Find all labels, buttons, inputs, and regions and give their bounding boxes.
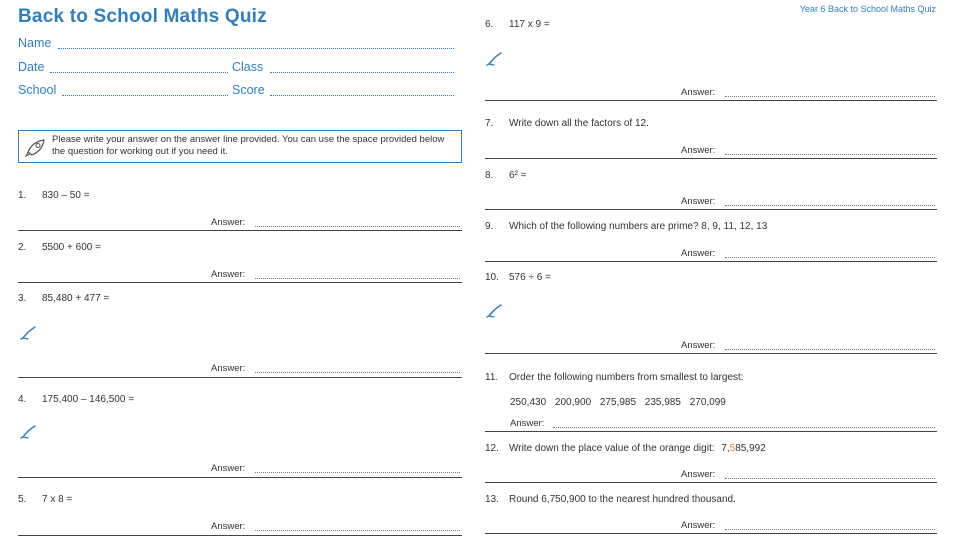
answer-field-12[interactable]	[725, 478, 935, 479]
question-number: 8.	[485, 170, 494, 181]
answer-field-13[interactable]	[725, 529, 935, 530]
question-6	[485, 19, 550, 30]
divider	[18, 282, 462, 283]
school-field[interactable]	[62, 85, 228, 96]
answer-field-1[interactable]	[255, 226, 460, 227]
answer-field-2[interactable]	[255, 278, 460, 279]
score-field[interactable]	[270, 85, 454, 96]
question-number: 10.	[485, 272, 499, 283]
question-10	[485, 272, 551, 283]
name-label: Name	[18, 36, 52, 50]
answer-field-10[interactable]	[725, 349, 935, 350]
question-12	[485, 443, 766, 454]
question-text: 7 x 8 =	[42, 494, 73, 505]
pencil-icon	[20, 326, 36, 340]
question-text: 830 – 50 =	[42, 190, 90, 201]
date-label: Date	[18, 60, 45, 74]
question-9	[485, 221, 767, 232]
question-number: 5.	[18, 494, 27, 505]
name-field[interactable]	[58, 38, 454, 49]
answer-label: Answer:	[211, 521, 246, 532]
page-header: Year 6 Back to School Maths Quiz	[799, 4, 936, 14]
score-label: Score	[232, 83, 265, 97]
question-number: 4.	[18, 394, 27, 405]
question-text: Write down all the factors of 12.	[509, 118, 649, 129]
question-number: 13.	[485, 494, 499, 505]
answer-field-11[interactable]	[553, 427, 935, 428]
divider	[18, 230, 462, 231]
answer-label: Answer:	[681, 196, 716, 207]
divider	[485, 431, 937, 432]
school-label: School	[18, 83, 57, 97]
answer-field-9[interactable]	[725, 257, 935, 258]
numbers-to-order: 250,430 200,900 275,985 235,985 270,099	[510, 397, 726, 408]
divider	[485, 100, 937, 101]
question-7	[485, 118, 649, 129]
question-number: 3.	[18, 293, 27, 304]
answer-label: Answer:	[681, 87, 716, 98]
number-part: 85,992	[735, 443, 766, 454]
class-field[interactable]	[270, 62, 454, 73]
divider	[485, 209, 937, 210]
question-1	[18, 190, 90, 201]
question-text: 85,480 + 477 =	[42, 293, 110, 304]
date-field[interactable]	[50, 62, 228, 73]
answer-label: Answer:	[211, 463, 246, 474]
quiz-title: Back to School Maths Quiz	[18, 6, 267, 27]
question-number: 7.	[485, 118, 494, 129]
answer-label: Answer:	[681, 469, 716, 480]
question-text: Write down the place value of the orange digit:	[509, 443, 715, 454]
question-text: 117 x 9 =	[509, 19, 550, 30]
answer-label: Answer:	[681, 340, 716, 351]
answer-label: Answer:	[510, 418, 545, 429]
instructions-box	[18, 130, 462, 163]
answer-label: Answer:	[211, 363, 246, 374]
instructions-text: Please write your answer on the answer line provided. You can use the space provided below the question for working out if you need it.	[52, 134, 445, 157]
divider	[18, 535, 462, 536]
divider	[18, 377, 462, 378]
answer-label: Answer:	[681, 248, 716, 259]
question-text: Which of the following numbers are prime? 8, 9, 11, 12, 13	[509, 221, 768, 232]
answer-label: Answer:	[211, 217, 246, 228]
answer-field-3[interactable]	[255, 372, 460, 373]
question-4	[18, 394, 134, 405]
question-number: 9.	[485, 221, 494, 232]
divider	[485, 353, 937, 354]
place-value-number	[721, 443, 766, 454]
question-11	[485, 372, 744, 383]
pencil-icon	[486, 52, 502, 66]
question-text: Order the following numbers from smallest to largest:	[509, 372, 744, 383]
number-part: 7,	[721, 443, 730, 454]
pencil-icon	[486, 304, 502, 318]
answer-field-6[interactable]	[725, 96, 935, 97]
divider	[485, 482, 937, 483]
question-number: 2.	[18, 242, 27, 253]
orange-digit: 5	[729, 443, 736, 454]
question-text: 576 ÷ 6 =	[509, 272, 551, 283]
divider	[18, 477, 462, 478]
question-number: 6.	[485, 19, 494, 30]
class-label: Class	[232, 60, 264, 74]
question-number: 11.	[485, 372, 499, 383]
answer-label: Answer:	[211, 269, 246, 280]
question-text: 5500 + 600 =	[42, 242, 101, 253]
answer-field-4[interactable]	[255, 472, 460, 473]
answer-label: Answer:	[681, 520, 716, 531]
divider	[485, 261, 937, 262]
question-13	[485, 494, 736, 505]
question-8	[485, 170, 527, 181]
answer-field-8[interactable]	[725, 205, 935, 206]
question-2	[18, 242, 101, 253]
answer-field-5[interactable]	[255, 530, 460, 531]
pencil-icon	[20, 425, 36, 439]
question-text: 6² =	[509, 170, 527, 181]
question-text: Round 6,750,900 to the nearest hundred thousand.	[509, 494, 736, 505]
question-number: 1.	[18, 190, 27, 201]
divider	[485, 533, 937, 534]
question-text: 175,400 – 146,500 =	[42, 394, 135, 405]
divider	[485, 158, 937, 159]
answer-label: Answer:	[681, 145, 716, 156]
question-number: 12.	[485, 443, 499, 454]
question-3	[18, 293, 109, 304]
question-5	[18, 494, 72, 505]
rocket-icon	[25, 137, 47, 157]
answer-field-7[interactable]	[725, 154, 935, 155]
